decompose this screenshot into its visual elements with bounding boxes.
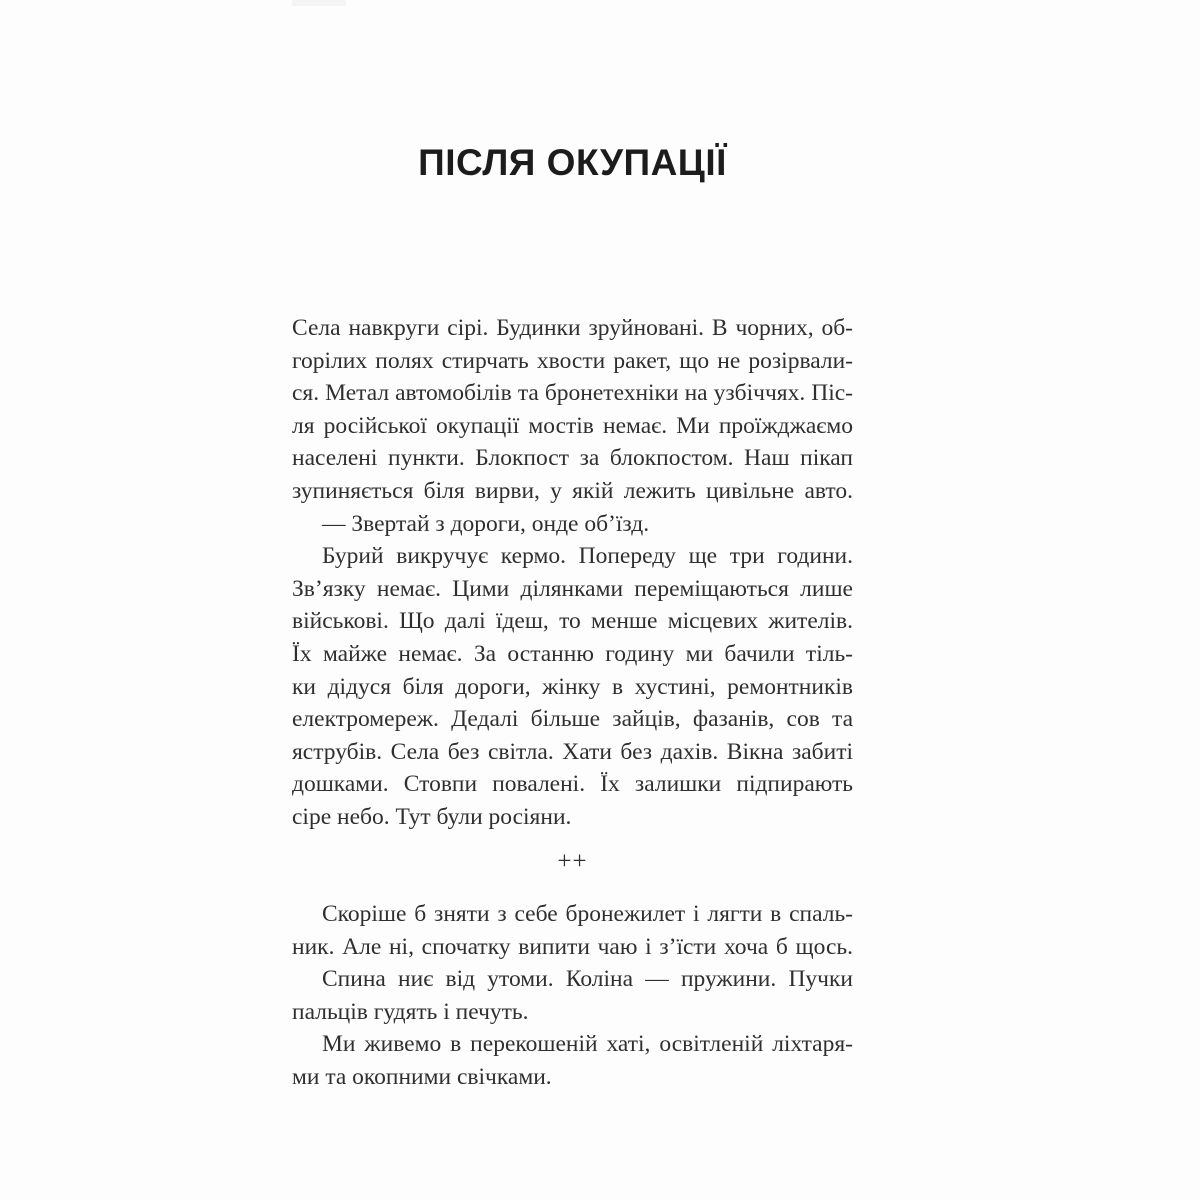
text-line: ля російської окупації мостів немає. Ми проїжджаємо	[292, 412, 853, 439]
text-line: яструбів. Села без світла. Хати без дахів. Вікна забиті	[292, 738, 853, 765]
body-text-block-1	[292, 312, 853, 834]
text-line: ся. Метал автомобілів та бронетехніки на узбіччях. Піс-	[292, 380, 853, 407]
text-line: сіре небо. Тут були росіяни.	[292, 803, 572, 830]
text-line: військові. Що далі їдеш, то менше місцевих жителів.	[292, 608, 853, 635]
text-line: — Звертай з дороги, онде об’їзд.	[322, 510, 650, 537]
text-line: Їх майже немає. За останню годину ми бачили тіль-	[292, 640, 853, 667]
text-line: горілих полях стирчать хвости ракет, що не розірвали-	[292, 347, 853, 374]
text-line: Скоріше б зняти з себе бронежилет і лягти в спаль-	[322, 901, 853, 927]
section-separator: ++	[557, 848, 588, 875]
text-line: Села навкруги сірі. Будинки зруйновані. В чорних, об-	[292, 315, 853, 341]
text-line: Спина ниє від утоми. Коліна — пружини. Пучки	[322, 966, 853, 993]
body-text-block-2	[292, 898, 853, 1094]
scan-artifact	[292, 0, 346, 6]
text-line: Ми живемо в перекошеній хаті, освітленій ліхтаря-	[322, 1031, 853, 1058]
text-line: Зв’язку немає. Цими ділянками переміщаються лише	[292, 575, 853, 602]
text-line: Бурий викручує кермо. Попереду ще три години.	[322, 543, 853, 570]
text-line: ник. Але ні, спочатку випити чаю і з’їсти хоча б щось.	[292, 933, 853, 960]
text-line: електромереж. Дедалі більше зайців, фазанів, сов та	[292, 706, 853, 733]
text-line: ми та окопними свічками.	[292, 1063, 552, 1090]
text-line: зупиняється біля вирви, у якій лежить цивільне авто.	[292, 477, 853, 504]
text-line: дошками. Стовпи повалені. Їх залишки підпирають	[292, 771, 853, 798]
text-line: пальців гудять і печуть.	[292, 998, 529, 1025]
text-line: населені пункти. Блокпост за блокпостом. Наш пікап	[292, 445, 853, 472]
text-line: ки дідуся біля дороги, жінку в хустині, ремонтників	[292, 673, 853, 700]
chapter-title: ПІСЛЯ ОКУПАЦІЇ	[418, 142, 727, 183]
